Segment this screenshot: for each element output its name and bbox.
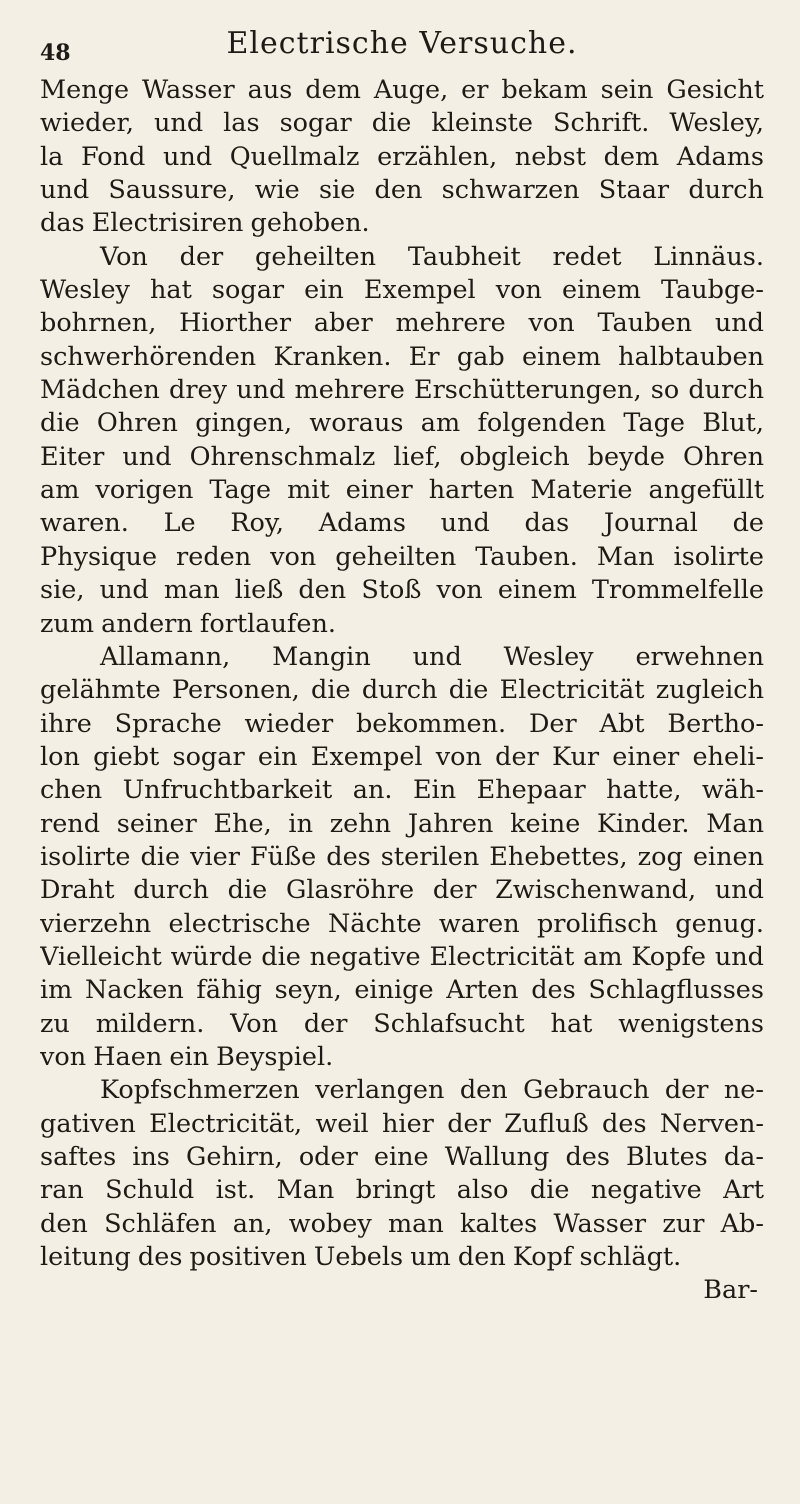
text-line: bohrnen, Hiorther aber mehrere von Tauben und [40,308,764,339]
text-line: ihre Sprache wieder bekommen. Der Abt Bertho- [40,708,764,739]
text-line: lon giebt sogar ein Exempel von der Kur einer eheli- [40,741,764,772]
text-line: und Saussure, wie sie den schwarzen Staar durch [40,175,764,206]
text-line: Kopfschmerzen verlangen den Gebrauch der ne- [100,1075,764,1106]
text-line: zu mildern. Von der Schlafsucht hat wenigstens [40,1008,764,1039]
text-line: rend seiner Ehe, in zehn Jahren keine Kinder. Man [40,808,764,839]
text-line: leitung des positiven Uebels um den Kopf schlägt. [40,1242,682,1273]
text-line: im Nacken fähig seyn, einige Arten des Schlagflusses [40,975,764,1006]
text-line: Draht durch die Glasröhre der Zwischenwand, und [40,875,764,906]
text-line: zum andern fortlaufen. [40,608,336,639]
text-line: das Electrisiren gehoben. [40,208,370,239]
text-line: isolirte die vier Füße des sterilen Ehebettes, zog einen [40,841,764,872]
text-line: ran Schuld ist. Man bringt also die negative Art [40,1175,764,1206]
text-line: saftes ins Gehirn, oder eine Wallung des Blutes da- [40,1142,764,1172]
text-line: chen Unfruchtbarkeit an. Ein Ehepaar hatte, wäh- [40,775,764,806]
text-line: waren. Le Roy, Adams und das Journal de [40,508,764,539]
text-line: am vorigen Tage mit einer harten Materie angefüllt [40,475,764,506]
text-line: Mädchen drey und mehrere Erschütterungen, so durch [40,375,764,406]
running-title: Electrische Versuche. [226,26,578,61]
text-line: Allamann, Mangin und Wesley erwehnen [100,641,764,672]
text-line: sie, und man ließ den Stoß von einem Trommelfelle [40,575,764,606]
text-line: von Haen ein Beyspiel. [40,1041,334,1072]
page-number: 48 [40,40,71,66]
text-line: Menge Wasser aus dem Auge, er bekam sein Gesicht [40,75,764,105]
text-line: den Schläfen an, wobey man kaltes Wasser zur Ab- [40,1208,764,1239]
text-line: Von der geheilten Taubheit redet Linnäus. [100,241,764,272]
text-line: schwerhörenden Kranken. Er gab einem halbtauben [40,341,764,372]
text-line: Wesley hat sogar ein Exempel von einem Taubge- [40,275,764,306]
text-line: la Fond und Quellmalz erzählen, nebst dem Adams [40,141,764,172]
text-line: wieder, und las sogar die kleinste Schrift. Wesley, [40,108,764,139]
page-header [40,16,764,74]
text-line: Vielleicht würde die negative Electricität am Kopfe und [40,941,764,972]
text-line: vierzehn electrische Nächte waren prolifisch genug. [40,908,764,939]
text-line: gelähmte Personen, die durch die Electricität zugleich [40,675,764,706]
body-text [40,74,764,1274]
text-line: Physique reden von geheilten Tauben. Man isolirte [40,541,764,572]
text-line: Eiter und Ohrenschmalz lief, obgleich beyde Ohren [40,441,764,472]
catchword: Bar- [703,1275,758,1306]
text-line: die Ohren gingen, woraus am folgenden Tage Blut, [40,408,764,439]
text-line: gativen Electricität, weil hier der Zufluß des Nerven- [40,1108,764,1139]
